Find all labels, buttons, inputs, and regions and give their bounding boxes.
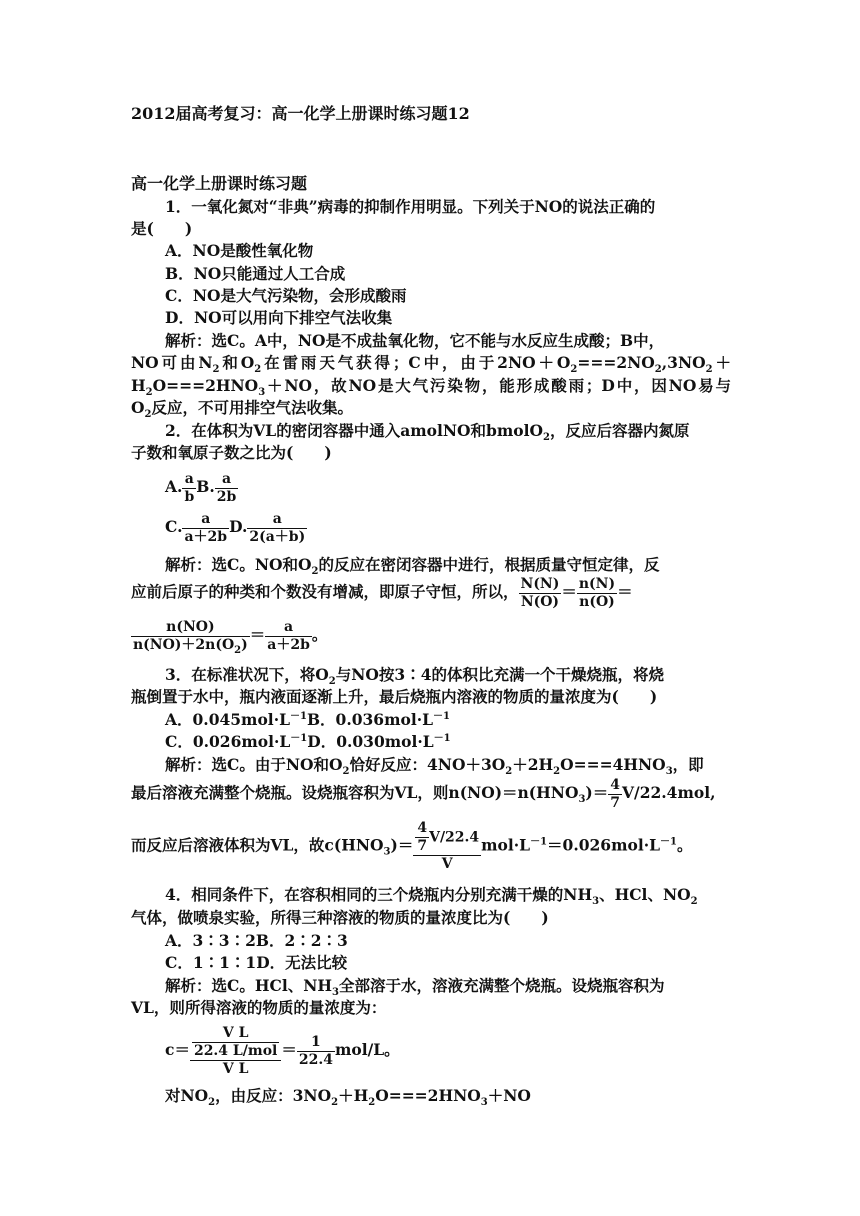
q2-option-b-fraction: $\frac{a}{2b}$ <box>216 470 237 505</box>
q3-options-cd: C．$0.026mol\cdot L^{-1}D$．$0.030mol\cdot L^{-1}$ <box>165 732 451 751</box>
q1-solution-line4: $O_2$反应，不可用排空气法收集。 <box>131 398 353 421</box>
ratio-nN-nO: $\frac{n(N)}{n(O)}$ <box>578 575 616 610</box>
q3-stem-line1: 3．在标准状况下，将$O_2$与NO按3∶4的体积比充满一个干燥烧瓶，将烧 <box>165 665 665 688</box>
q3-options-ab: A．$0.045mol\cdot L^{-1}B$．$0.036mol\cdot L^{-1}$ <box>165 710 450 729</box>
q4-options-cd: C．1∶1∶1D．无法比较 <box>165 953 348 972</box>
section-title: 高一化学上册课时练习题 <box>131 174 308 193</box>
q3-solution-line1: 解析：选C。由于NO和$O_2$恰好反应：$4NO+3O_2+2H_2O===4HNO_3$，即 <box>165 755 704 778</box>
q2-solution-line3: $\frac{n(NO)}{n(NO)+2n(O_2)}$ ＝ $\frac{a}{a+2b}$ 。 <box>133 618 328 656</box>
formula-result-fraction: $\frac{1}{22.4}$ <box>298 1033 333 1068</box>
ratio-nNO: $\frac{n(NO)}{n(NO)+2n(O_2)}$ <box>133 618 248 656</box>
q1-solution-line3: $H_2O===2HNO_3+NO$，故NO是大气污染物，能形成酸雨；D中，因NO易与 <box>131 376 731 399</box>
q2-option-a-fraction: $\frac{a}{b}$ <box>184 470 195 505</box>
q2-solution-line2: 应前后原子的种类和个数没有增减，即原子守恒，所以， $\frac{N(N)}{N(O)}$ ＝ $\frac{n(N)}{n(O)}$ ＝ <box>131 575 633 610</box>
fraction-4-7: $\frac{4}{7}$ <box>610 776 621 811</box>
q1-option-d: D．NO可以用向下排空气法收集 <box>165 308 393 327</box>
q4-solution-formula: c＝ $\frac{\frac{\text{V L}}{\text{22.4 L/mol}}}{\text{V L}}$ ＝ $\frac{1}{22.4}$ mol/L。 <box>165 1024 400 1077</box>
document-title: 2012届高考复习：高一化学上册课时练习题12 <box>131 104 470 123</box>
q4-solution-line1: 解析：选C。HCl、$NH_3$全部溶于水，溶液充满整个烧瓶。设烧瓶容积为 <box>165 976 665 999</box>
q4-options-ab: A．3∶3∶2B．2∶2∶3 <box>165 931 348 950</box>
q2-solution-line1: 解析：选C。NO和$O_2$的反应在密闭容器中进行，根据质量守恒定律，反 <box>165 555 660 578</box>
formula-inner-fraction: $\frac{\text{V L}}{\text{22.4 L/mol}}$ <box>193 1024 278 1059</box>
q1-option-c: C．NO是大气污染物，会形成酸雨 <box>165 286 407 305</box>
q4-stem-line1: 4．相同条件下，在容积相同的三个烧瓶内分别充满干燥的$NH_3$、HCl、$NO_2$ <box>165 885 698 908</box>
q4-stem-line2: 气体，做喷泉实验，所得三种溶液的物质的量浓度比为( ) <box>131 908 549 927</box>
concentration-fraction: $\frac{4}{7}$ V/22.4 V <box>413 820 481 873</box>
ratio-result: $\frac{a}{a+2b}$ <box>267 618 310 653</box>
q1-option-a: A．NO是酸性氧化物 <box>165 241 314 260</box>
q2-stem-line2: 子数和氧原子数之比为( ) <box>131 443 332 462</box>
q1-solution-line2: NO可由$N_2$和$O_2$在雷雨天气获得；C中，由于$2NO+O_2===2NO_2,3NO_2+$ <box>131 353 731 376</box>
q1-stem-line2: 是( ) <box>131 219 193 238</box>
q4-solution-line2: VL，则所得溶液的物质的量浓度为： <box>131 998 387 1017</box>
q1-option-b: B．NO只能通过人工合成 <box>165 264 346 283</box>
q2-options-ab: A. $\frac{a}{b}$ B. $\frac{a}{2b}$ <box>165 470 237 505</box>
q1-stem-line1: 1．一氧化氮对“非典”病毒的抑制作用明显。下列关于NO的说法正确的 <box>165 197 656 216</box>
q4-solution-line4: 对$NO_2$，由反应：$3NO_2+H_2O===2HNO_3+NO$ <box>165 1086 531 1109</box>
q2-option-c-fraction: $\frac{a}{a+2b}$ <box>184 510 228 545</box>
q3-solution-line3: 而反应后溶液体积为VL，故$c(HNO_3)=$ $\frac{4}{7}$ V/22.4 V $mol\cdot L^{-1}=0.026mol\cdot L^{-1}$。 <box>131 820 693 872</box>
q2-option-d-fraction: $\frac{a}{2(a+b)}$ <box>249 510 306 545</box>
q3-solution-line2: 最后溶液充满整个烧瓶。设烧瓶容积为VL，则$n(NO)=n(HNO_3)=$ $\frac{4}{7}$ V/22.4mol, <box>131 776 716 811</box>
q1-solution-line1: 解析：选C。A中，NO是不成盐氧化物，它不能与水反应生成酸；B中， <box>165 331 665 350</box>
fraction-4-7-inner: $\frac{4}{7}$ <box>417 820 428 854</box>
formula-complex-fraction: $\frac{\frac{\text{V L}}{\text{22.4 L/mol}}}{\text{V L}}$ <box>190 1025 281 1078</box>
q2-stem-line1: 2．在体积为VL的密闭容器中通入amolNO和bmolO$_2$，反应后容器内氮原 <box>165 421 690 444</box>
ratio-NN-NO: $\frac{N(N)}{N(O)}$ <box>520 575 560 610</box>
q3-stem-line2: 瓶倒置于水中，瓶内液面逐渐上升，最后烧瓶内溶液的物质的量浓度为( ) <box>131 687 658 706</box>
q2-options-cd: C. $\frac{a}{a+2b}$ D. $\frac{a}{2(a+b)}$ <box>165 510 306 545</box>
